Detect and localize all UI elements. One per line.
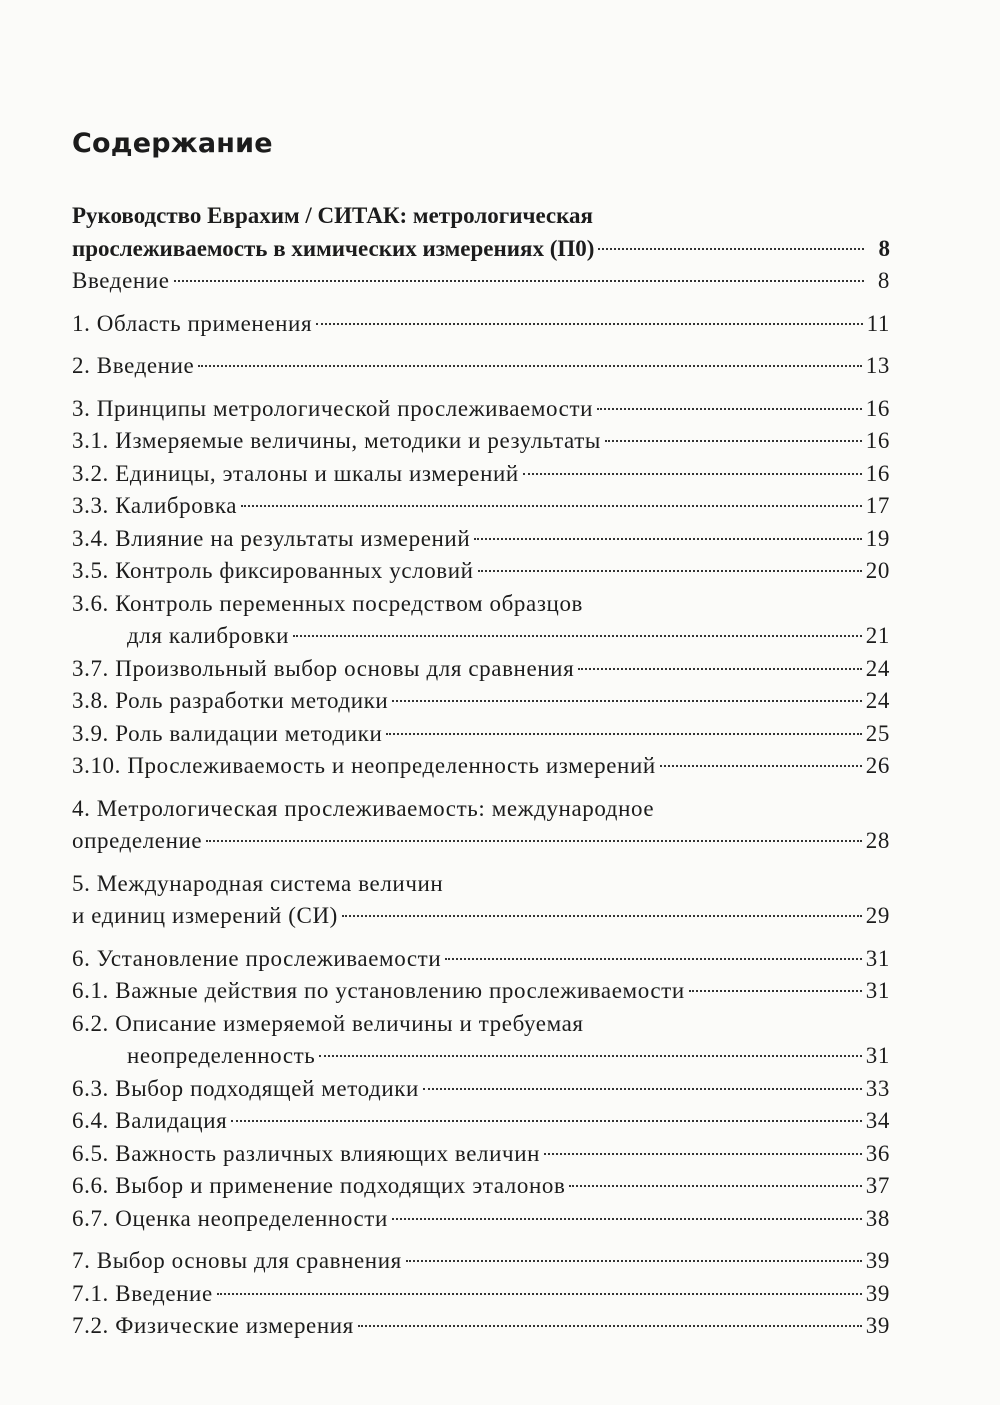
toc-page-number: 24 <box>865 655 890 681</box>
dot-leader <box>293 635 862 637</box>
toc-entry-title: 4. Метрологическая прослеживаемость: международное <box>72 795 655 821</box>
toc-entry-title: 6.3. Выбор подходящей методики <box>72 1075 419 1101</box>
dot-leader <box>198 365 861 367</box>
toc-entry-title: 1. Область применения <box>72 310 313 336</box>
toc-entry[interactable] <box>72 750 890 783</box>
toc-entry[interactable] <box>72 718 890 751</box>
toc-entry-title: Руководство Еврахим / СИТАК: метрологическая <box>72 203 593 228</box>
toc-entry[interactable] <box>72 975 890 1008</box>
toc-entry[interactable] <box>72 425 890 458</box>
toc-entry[interactable] <box>72 868 890 933</box>
dot-leader <box>474 538 862 540</box>
toc-page-number: 33 <box>865 1075 890 1101</box>
toc-entry-title: 3.10. Прослеживаемость и неопределенность измерений <box>72 753 656 778</box>
toc-entry-title: 3.5. Контроль фиксированных условий <box>72 558 474 583</box>
toc-entry[interactable] <box>72 490 890 523</box>
toc-page-number: 21 <box>865 623 890 648</box>
toc-entry[interactable] <box>72 555 890 588</box>
dot-leader <box>597 408 862 410</box>
toc-entry-title: 3.9. Роль валидации методики <box>72 720 383 746</box>
toc-page-number: 13 <box>865 353 890 378</box>
dot-leader <box>316 323 863 325</box>
toc-page-number: 16 <box>865 395 890 421</box>
dot-leader <box>445 958 862 960</box>
dot-leader <box>174 280 864 282</box>
dot-leader <box>660 765 862 767</box>
toc-page-number: 29 <box>865 903 890 928</box>
dot-leader <box>386 733 861 735</box>
toc-entry[interactable] <box>72 1203 890 1236</box>
toc-page-number: 34 <box>865 1108 890 1133</box>
toc-entry-title: 6.7. Оценка неопределенности <box>72 1205 388 1231</box>
toc-entry-title: определение <box>72 828 203 853</box>
toc-page-number: 24 <box>865 688 890 713</box>
toc-entry[interactable] <box>72 685 890 718</box>
toc-entry-title: 6.2. Описание измеряемой величины и требуемая <box>72 1010 584 1036</box>
toc-entry[interactable] <box>72 200 890 265</box>
dot-leader <box>342 915 862 917</box>
toc-entry-title: и единиц измерений (СИ) <box>72 903 338 928</box>
dot-leader <box>598 248 864 250</box>
dot-leader <box>231 1120 862 1122</box>
toc-entry[interactable] <box>72 350 890 383</box>
dot-leader <box>523 473 862 475</box>
toc-page-number: 39 <box>865 1248 890 1273</box>
toc-entry-title: 7.1. Введение <box>72 1280 213 1306</box>
toc-entry[interactable] <box>72 1245 890 1278</box>
toc-page-number: 39 <box>865 1280 890 1306</box>
toc-entry-title: 7. Выбор основы для сравнения <box>72 1248 402 1273</box>
toc-entry[interactable] <box>72 1310 890 1343</box>
dot-leader <box>217 1293 862 1295</box>
toc-entry-title: 7.2. Физические измерения <box>72 1313 354 1338</box>
toc-page-number: 28 <box>865 828 890 853</box>
toc-entry[interactable] <box>72 265 890 298</box>
toc-entry-title: 6.6. Выбор и применение подходящих эталонов <box>72 1173 566 1198</box>
toc-entry[interactable] <box>72 523 890 556</box>
toc-entry[interactable] <box>72 588 890 653</box>
dot-leader <box>206 840 862 842</box>
toc-entry-title: 3. Принципы метрологической прослеживаемости <box>72 395 594 421</box>
toc-page-number: 16 <box>865 428 890 453</box>
toc-page-number: 38 <box>865 1205 890 1231</box>
toc-page-number: 37 <box>865 1173 890 1198</box>
toc-page-number: 25 <box>865 720 890 746</box>
toc-entry-title: 3.7. Произвольный выбор основы для сравнения <box>72 655 575 681</box>
toc-page-number: 8 <box>878 235 890 261</box>
toc-entry-title: 3.4. Влияние на результаты измерений <box>72 525 471 551</box>
dot-leader <box>319 1055 861 1057</box>
dot-leader <box>392 700 861 702</box>
toc-entry[interactable] <box>72 458 890 491</box>
toc-page-number: 11 <box>866 310 890 336</box>
toc-entry[interactable] <box>72 1170 890 1203</box>
toc-entry-title: Введение <box>72 268 170 293</box>
dot-leader <box>569 1185 861 1187</box>
toc-entry[interactable] <box>72 943 890 976</box>
toc-entry-title: 3.1. Измеряемые величины, методики и результаты <box>72 428 601 453</box>
toc-entry[interactable] <box>72 653 890 686</box>
dot-leader <box>605 440 862 442</box>
toc-entry-title: 2. Введение <box>72 353 195 378</box>
toc-entry-title: 6.4. Валидация <box>72 1108 228 1133</box>
toc-page-number: 26 <box>865 753 890 778</box>
toc-entry[interactable] <box>72 793 890 858</box>
dot-leader <box>478 570 862 572</box>
toc-page-number: 17 <box>865 493 890 518</box>
toc-page-number: 39 <box>865 1313 890 1338</box>
toc-entry[interactable] <box>72 1105 890 1138</box>
toc-entry-title: 3.3. Калибровка <box>72 493 238 518</box>
toc-entry[interactable] <box>72 1008 890 1073</box>
toc-entry[interactable] <box>72 1278 890 1311</box>
toc-page-number: 31 <box>865 945 890 971</box>
toc-entry-title: неопределенность <box>127 1043 316 1068</box>
dot-leader <box>406 1260 862 1262</box>
toc-entry[interactable] <box>72 1138 890 1171</box>
dot-leader <box>544 1153 862 1155</box>
toc-page-number: 19 <box>865 525 890 551</box>
toc-page-number: 31 <box>865 1043 890 1068</box>
toc-entry-title: прослеживаемость в химических измерениях (П0) <box>72 235 595 261</box>
page-title: Содержание <box>72 128 273 159</box>
toc-page-number: 36 <box>865 1140 890 1166</box>
table-of-contents <box>72 200 890 1343</box>
toc-entry-title: 6. Установление прослеживаемости <box>72 945 442 971</box>
toc-entry-title: 3.6. Контроль переменных посредством образцов <box>72 590 583 616</box>
toc-entry-title: 5. Международная система величин <box>72 870 444 896</box>
dot-leader <box>241 505 862 507</box>
toc-page-number: 31 <box>865 978 890 1003</box>
toc-entry[interactable] <box>72 393 890 426</box>
toc-entry-title: 3.2. Единицы, эталоны и шкалы измерений <box>72 460 519 486</box>
toc-page-number: 8 <box>877 268 890 293</box>
toc-page-number: 16 <box>865 460 890 486</box>
toc-entry-title: 6.1. Важные действия по установлению прослеживаемости <box>72 978 685 1003</box>
dot-leader <box>423 1088 862 1090</box>
toc-entry[interactable] <box>72 1073 890 1106</box>
toc-entry-title: 6.5. Важность различных влияющих величин <box>72 1140 541 1166</box>
dot-leader <box>392 1218 862 1220</box>
toc-entry-title: 3.8. Роль разработки методики <box>72 688 389 713</box>
toc-page-number: 20 <box>865 558 890 583</box>
dot-leader <box>689 990 862 992</box>
toc-entry-title: для калибровки <box>127 623 289 648</box>
dot-leader <box>578 668 862 670</box>
toc-entry[interactable] <box>72 308 890 341</box>
dot-leader <box>358 1325 862 1327</box>
